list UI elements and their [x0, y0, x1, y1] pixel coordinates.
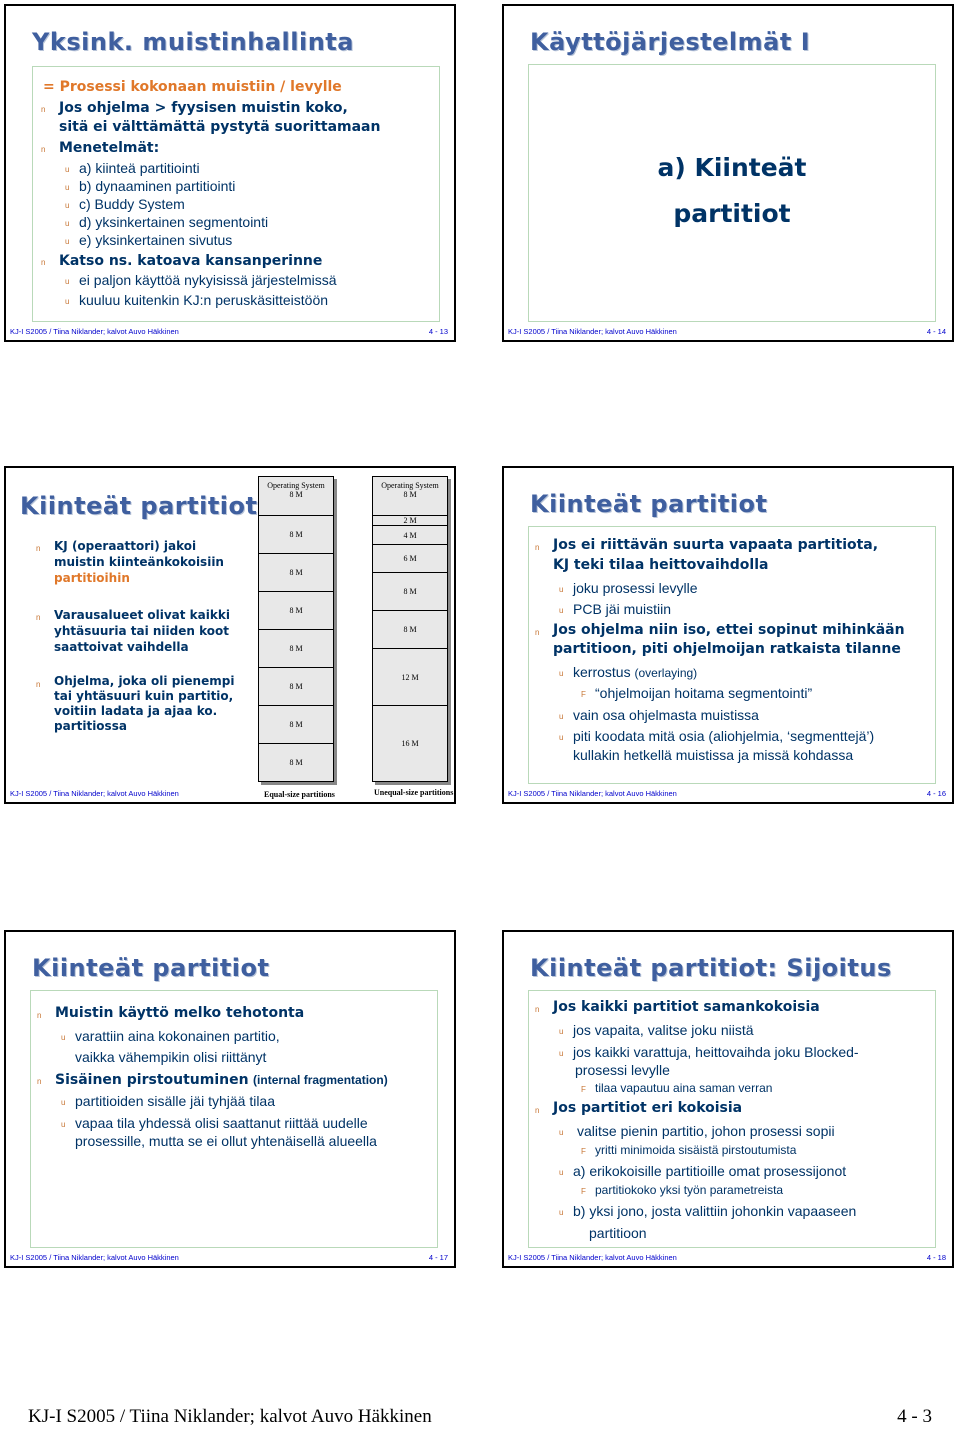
- bullet-icon: n: [37, 1077, 42, 1086]
- bullet-icon: n: [36, 613, 41, 622]
- sub-sub-bullet-icon: F: [581, 1147, 586, 1156]
- slide-page-number: 4 - 18: [926, 1253, 946, 1262]
- slide-4-16: [502, 466, 954, 804]
- os-label: Operating System: [381, 481, 439, 490]
- equal-size-partitions-diagram: [258, 476, 334, 782]
- os-size: 8 M: [403, 490, 417, 499]
- sub-bullet-text: vapaa tila yhdessä olisi saattanut riittää uudelle: [75, 1115, 368, 1131]
- sub-sub-bullet-icon: F: [581, 690, 586, 699]
- bullet-text: Jos ohjelma > fyysisen muistin koko,: [59, 100, 348, 116]
- sub-bullet-text: a) kiinteä partitiointi: [79, 160, 200, 176]
- sub-bullet-text: partitioon: [589, 1225, 647, 1241]
- os-partition: [259, 477, 333, 515]
- bullet-text: [54, 674, 234, 734]
- bullet-line: saattoivat vaihdella: [54, 640, 189, 654]
- bullet-line: muistin kiinteänkokoisiin: [54, 555, 224, 569]
- sub-bullet-icon: u: [65, 219, 70, 228]
- sub-bullet-icon: u: [61, 1120, 66, 1129]
- sub-bullet-text: valitse pienin partitio, johon prosessi sopii: [577, 1123, 835, 1139]
- bullet-line: tai yhtäsuuri kuin partitio,: [54, 689, 234, 703]
- sub-bullet-icon: u: [559, 1168, 564, 1177]
- sub-bullet-text: prosessille, mutta se ei ollut yhtenäisellä alueella: [75, 1133, 377, 1149]
- slide-title: Kiinteät partitiot: [20, 492, 258, 520]
- sub-bullet-icon: u: [65, 297, 70, 306]
- partition-cell: 16 M: [373, 705, 447, 781]
- bullet-icon: n: [37, 1011, 42, 1020]
- sub-bullet-text: d) yksinkertainen segmentointi: [79, 214, 269, 230]
- bullet-icon: n: [41, 145, 46, 154]
- sub-sub-bullet-icon: F: [581, 1085, 586, 1094]
- sub-bullet-icon: u: [61, 1033, 66, 1042]
- sub-bullet-text: ei paljon käyttöä nykyisissä järjestelmissä: [79, 272, 337, 288]
- sub-bullet-icon: u: [65, 201, 70, 210]
- sub-bullet-icon: u: [559, 1027, 564, 1036]
- sub-sub-bullet-icon: F: [581, 1187, 586, 1196]
- bullet-icon: n: [535, 1106, 540, 1115]
- bullet-text: partitioon, piti ohjelmoijan ratkaista tilanne: [553, 641, 901, 657]
- sub-sub-bullet-text: yritti minimoida sisäistä pirstoutumista: [595, 1143, 797, 1157]
- sub-bullet-main: kerrostus: [573, 664, 631, 680]
- sub-bullet-icon: u: [559, 733, 564, 742]
- sub-bullet-icon: u: [559, 1128, 564, 1137]
- slide-content: [32, 66, 440, 322]
- bullet-text: Jos ei riittävän suurta vapaata partitiota,: [553, 537, 879, 553]
- bullet-line: partitiossa: [54, 719, 127, 733]
- sub-bullet-icon: u: [559, 585, 564, 594]
- slide-title: Yksink. muistinhallinta: [32, 28, 354, 56]
- slide-4-17: [4, 930, 456, 1268]
- slide-4-15: [4, 466, 456, 804]
- partition-cell: 8 M: [259, 591, 333, 629]
- unequal-size-caption: Unequal-size partitions: [374, 788, 454, 797]
- sub-bullet-note: (overlaying): [634, 666, 698, 680]
- slide-content: [528, 990, 936, 1248]
- sub-bullet-icon: u: [559, 1049, 564, 1058]
- sub-bullet-text: PCB jäi muistiin: [573, 601, 672, 617]
- bullet-text: Muistin käyttö melko tehotonta: [55, 1005, 305, 1021]
- sub-bullet-text: vain osa ohjelmasta muistissa: [573, 707, 759, 723]
- slide-page-number: 4 - 13: [428, 327, 448, 336]
- sub-sub-bullet-text: partitiokoko yksi työn parametreista: [595, 1183, 784, 1197]
- sub-bullet-icon: u: [65, 237, 70, 246]
- page-number: 4 - 3: [897, 1406, 932, 1427]
- os-size: 8 M: [289, 490, 303, 499]
- sub-bullet-text: [573, 664, 697, 680]
- sub-sub-bullet-text: “ohjelmoijan hoitama segmentointi”: [595, 685, 813, 701]
- sub-bullet-icon: u: [559, 606, 564, 615]
- sub-bullet-icon: u: [65, 165, 70, 174]
- partition-cell: 8 M: [373, 610, 447, 648]
- bullet-text: [54, 538, 224, 586]
- sub-bullet-text: e) yksinkertainen sivutus: [79, 232, 233, 248]
- sub-bullet-icon: u: [65, 277, 70, 286]
- sub-bullet-text: joku prosessi levylle: [573, 580, 698, 596]
- bullet-text: [55, 1071, 388, 1089]
- bullet-text: Jos ohjelma niin iso, ettei sopinut mihinkään: [553, 622, 905, 638]
- os-partition: [373, 477, 447, 515]
- slide-page-number: 4 - 14: [926, 327, 946, 336]
- partition-cell: 8 M: [259, 667, 333, 705]
- sub-bullet-text: jos kaikki varattuja, heittovaihda joku Blocked-: [573, 1044, 859, 1060]
- bullet-text: Jos kaikki partitiot samankokoisia: [553, 999, 820, 1015]
- slide-4-13: [4, 4, 456, 342]
- sub-bullet-icon: u: [559, 669, 564, 678]
- slide-footer: KJ-I S2005 / Tiina Niklander; kalvot Auvo Häkkinen: [508, 789, 677, 798]
- slide-title: Kiinteät partitiot: [32, 954, 270, 982]
- sub-bullet-icon: u: [559, 1208, 564, 1217]
- sub-bullet-text: piti koodata mitä osia (aliohjelmia, ‘segmenttejä’): [573, 728, 875, 744]
- partition-cell: 2 M: [373, 515, 447, 525]
- partition-cell: 8 M: [259, 553, 333, 591]
- bullet-line: Ohjelma, joka oli pienempi: [54, 674, 235, 688]
- partition-cell: 12 M: [373, 648, 447, 705]
- slide-footer: KJ-I S2005 / Tiina Niklander; kalvot Auvo Häkkinen: [10, 789, 179, 798]
- bullet-icon: n: [36, 680, 41, 689]
- sub-bullet-text: c) Buddy System: [79, 196, 185, 212]
- partition-cell: 8 M: [259, 705, 333, 743]
- slide-content: [528, 526, 936, 784]
- center-title-line-1: a) Kiinteät: [657, 153, 807, 182]
- slide-content: [30, 990, 438, 1248]
- sub-bullet-text: kuuluu kuitenkin KJ:n peruskäsitteistöön: [79, 292, 329, 308]
- bullet-icon: n: [535, 543, 540, 552]
- slide-content: [528, 64, 936, 322]
- bullet-text: Katso ns. katoava kansanperinne: [59, 253, 323, 269]
- partition-cell: 6 M: [373, 544, 447, 573]
- bullet-icon: n: [41, 258, 46, 267]
- slide-4-18: [502, 930, 954, 1268]
- slide-footer: KJ-I S2005 / Tiina Niklander; kalvot Auvo Häkkinen: [508, 1253, 677, 1262]
- sub-bullet-text: partitioiden sisälle jäi tyhjää tilaa: [75, 1093, 275, 1109]
- sub-bullet-text: b) yksi jono, josta valittiin johonkin vapaaseen: [573, 1203, 857, 1219]
- slide-page-number: 4 - 16: [926, 789, 946, 798]
- page-footer-text: KJ-I S2005 / Tiina Niklander; kalvot Auvo Häkkinen: [28, 1406, 432, 1427]
- slide-footer: KJ-I S2005 / Tiina Niklander; kalvot Auvo Häkkinen: [508, 327, 677, 336]
- slide-footer: KJ-I S2005 / Tiina Niklander; kalvot Auvo Häkkinen: [10, 327, 179, 336]
- slide-footer: KJ-I S2005 / Tiina Niklander; kalvot Auvo Häkkinen: [10, 1253, 179, 1262]
- sub-bullet-text: kullakin hetkellä muistissa ja missä kohdassa: [573, 747, 854, 763]
- partition-cell: 8 M: [373, 572, 447, 610]
- sub-bullet-icon: u: [559, 712, 564, 721]
- bullet-text: Menetelmät:: [59, 140, 160, 156]
- partition-cell: 8 M: [259, 629, 333, 667]
- bullet-text: Jos partitiot eri kokoisia: [553, 1100, 743, 1116]
- sub-bullet-icon: u: [65, 183, 70, 192]
- sub-bullet-icon: u: [61, 1098, 66, 1107]
- bullet-line: KJ (operaattori) jakoi: [54, 539, 197, 553]
- sub-bullet-text: prosessi levylle: [575, 1062, 670, 1078]
- sub-bullet-text: varattiin aina kokonainen partitio,: [75, 1028, 280, 1044]
- bullet-text: KJ teki tilaa heittovaihdolla: [553, 557, 769, 573]
- unequal-size-partitions-diagram: [372, 476, 448, 782]
- bullet-line: partitioihin: [54, 571, 130, 585]
- partition-cell: 8 M: [259, 515, 333, 553]
- bullet-text: sitä ei välttämättä pystytä suorittamaan: [59, 119, 381, 135]
- bullet-line: Varausalueet olivat kaikki: [54, 608, 230, 622]
- partition-cell: 4 M: [373, 525, 447, 544]
- center-title-line-2: partitiot: [673, 199, 791, 228]
- sub-bullet-text: b) dynaaminen partitiointi: [79, 178, 236, 194]
- slide-title: Kiinteät partitiot: [530, 490, 768, 518]
- equal-size-caption: Equal-size partitions: [264, 790, 335, 799]
- sub-bullet-text: jos vapaita, valitse joku niistä: [573, 1022, 754, 1038]
- partition-cell: 8 M: [259, 743, 333, 781]
- header-line: = Prosessi kokonaan muistiin / levylle: [43, 79, 342, 95]
- bullet-note: (internal fragmentation): [253, 1073, 388, 1087]
- bullet-icon: n: [41, 105, 46, 114]
- bullet-line: voitiin ladata ja ajaa ko.: [54, 704, 218, 718]
- sub-sub-bullet-text: tilaa vapautuu aina saman verran: [595, 1081, 773, 1095]
- sub-bullet-text: vaikka vähempikin olisi riittänyt: [75, 1049, 267, 1065]
- slide-title: Käyttöjärjestelmät I: [530, 28, 811, 56]
- slide-title: Kiinteät partitiot: Sijoitus: [530, 954, 892, 982]
- bullet-icon: n: [535, 1005, 540, 1014]
- bullet-main: Sisäinen pirstoutuminen: [55, 1072, 249, 1088]
- bullet-line: yhtäsuuria tai niiden koot: [54, 624, 229, 638]
- slide-page-number: 4 - 17: [428, 1253, 448, 1262]
- sub-bullet-text: a) erikokoisille partitioille omat prosessijonot: [573, 1163, 847, 1179]
- bullet-text: [54, 607, 230, 655]
- bullet-icon: n: [535, 628, 540, 637]
- slide-4-14: [502, 4, 954, 342]
- bullet-icon: n: [36, 544, 41, 553]
- os-label: Operating System: [267, 481, 325, 490]
